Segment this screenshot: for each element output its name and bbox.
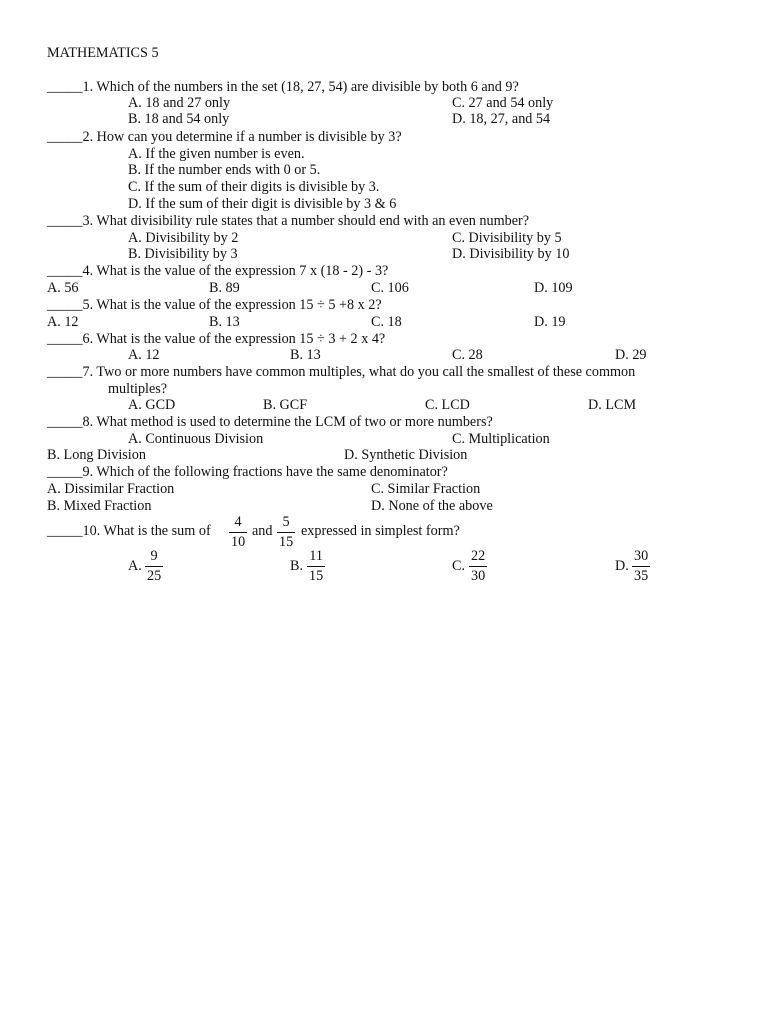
question-5-stem: _____5. What is the value of the expression 15 ÷ 5 +8 x 2? [47, 297, 382, 313]
question-1-choice-a: A. 18 and 27 only [128, 95, 231, 111]
fraction-numerator: 30 [634, 548, 649, 564]
fraction-denominator: 10 [231, 534, 246, 550]
question-9-choice-b: B. Mixed Fraction [47, 498, 152, 514]
fraction-denominator: 35 [634, 568, 649, 584]
question-2-choice-d: D. If the sum of their digit is divisible by 3 & 6 [128, 196, 397, 212]
question-8-choice-c: C. Multiplication [452, 431, 550, 447]
fraction-numerator: 9 [150, 548, 158, 564]
question-9-choice-a: A. Dissimilar Fraction [47, 481, 175, 497]
question-10-stem-suffix: expressed in simplest form? [301, 523, 460, 539]
fraction-numerator: 11 [309, 548, 323, 564]
fraction-numerator: 4 [234, 514, 242, 530]
question-10-choice-b-fraction [307, 548, 325, 585]
question-6-choice-c: C. 28 [452, 347, 483, 363]
question-4-choice-d: D. 109 [534, 280, 573, 296]
question-4-choice-b: B. 89 [209, 280, 240, 296]
fraction-denominator: 15 [309, 568, 324, 584]
question-1-choice-d: D. 18, 27, and 54 [452, 111, 551, 127]
question-2-choice-b: B. If the number ends with 0 or 5. [128, 162, 321, 178]
question-10-choice-d-letter: D. [615, 558, 629, 574]
fraction-denominator: 25 [147, 568, 162, 584]
fraction-numerator: 22 [471, 548, 486, 564]
question-10-choice-c-letter: C. [452, 558, 466, 574]
question-10-choice-b-letter: B. [290, 558, 304, 574]
question-7-stem-line2: multiples? [108, 381, 168, 397]
question-5-choice-d: D. 19 [534, 314, 566, 330]
question-1-stem: _____1. Which of the numbers in the set (18, 27, 54) are divisible by both 6 and 9? [47, 79, 519, 95]
question-7-choice-c: C. LCD [425, 397, 470, 413]
question-2-choice-a: A. If the given number is even. [128, 146, 305, 162]
question-8-choice-d: D. Synthetic Division [344, 447, 468, 463]
question-3-choice-a: A. Divisibility by 2 [128, 230, 239, 246]
question-10-fraction-2 [277, 514, 295, 551]
question-3-choice-d: D. Divisibility by 10 [452, 246, 570, 262]
fraction-numerator: 5 [282, 514, 290, 530]
question-1-choice-c: C. 27 and 54 only [452, 95, 554, 111]
question-10-choice-a-letter: A. [128, 558, 142, 574]
question-7-choice-d: D. LCM [588, 397, 637, 413]
question-10-choice-c-fraction [469, 548, 487, 585]
question-5-choice-a: A. 12 [47, 314, 79, 330]
question-8-choice-b: B. Long Division [47, 447, 146, 463]
question-10-choice-d-fraction [632, 548, 650, 585]
question-9-choice-c: C. Similar Fraction [371, 481, 481, 497]
question-4-stem: _____4. What is the value of the expression 7 x (18 - 2) - 3? [47, 263, 389, 279]
question-8-stem: _____8. What method is used to determine the LCM of two or more numbers? [47, 414, 493, 430]
question-6-choice-d: D. 29 [615, 347, 647, 363]
question-5-choice-b: B. 13 [209, 314, 240, 330]
question-4-choice-c: C. 106 [371, 280, 409, 296]
fraction-denominator: 15 [279, 534, 294, 550]
question-3-choice-c: C. Divisibility by 5 [452, 230, 562, 246]
question-10-stem-prefix: _____10. What is the sum of [47, 523, 211, 539]
question-9-stem: _____9. Which of the following fractions have the same denominator? [47, 464, 448, 480]
question-6-stem: _____6. What is the value of the expression 15 ÷ 3 + 2 x 4? [47, 331, 386, 347]
question-10-choice-a-fraction [145, 548, 163, 585]
question-3-choice-b: B. Divisibility by 3 [128, 246, 238, 262]
question-10-stem-and: and [252, 523, 273, 539]
question-8-choice-a: A. Continuous Division [128, 431, 264, 447]
question-2-choice-c: C. If the sum of their digits is divisible by 3. [128, 179, 380, 195]
question-7-choice-b: B. GCF [263, 397, 308, 413]
page-title: MATHEMATICS 5 [47, 45, 159, 61]
question-9-choice-d: D. None of the above [371, 498, 493, 514]
question-3-stem: _____3. What divisibility rule states that a number should end with an even number? [47, 213, 530, 229]
question-2-stem: _____2. How can you determine if a number is divisible by 3? [47, 129, 402, 145]
question-6-choice-a: A. 12 [128, 347, 160, 363]
question-7-choice-a: A. GCD [128, 397, 176, 413]
question-6-choice-b: B. 13 [290, 347, 321, 363]
question-4-choice-a: A. 56 [47, 280, 79, 296]
question-5-choice-c: C. 18 [371, 314, 402, 330]
fraction-denominator: 30 [471, 568, 486, 584]
question-10-fraction-1 [229, 514, 247, 551]
question-1-choice-b: B. 18 and 54 only [128, 111, 230, 127]
question-7-stem-line1: _____7. Two or more numbers have common multiples, what do you call the smallest of these common [47, 364, 636, 380]
